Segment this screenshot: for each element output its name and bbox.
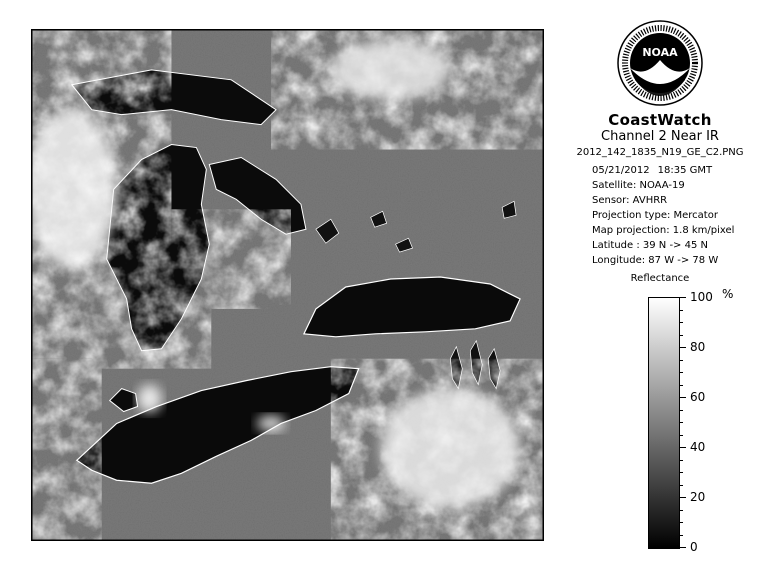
colorbar-tick-label: 100	[690, 290, 713, 304]
colorbar-minor-tick	[680, 372, 683, 373]
longitude-line: Longitude: 87 W -> 78 W	[592, 255, 719, 266]
colorbar-minor-tick	[680, 485, 683, 486]
colorbar-major-tick	[680, 497, 686, 498]
colorbar-major-tick	[680, 547, 686, 548]
projection-type-line: Projection type: Mercator	[592, 210, 718, 221]
channel-label: Channel 2 Near IR	[601, 129, 719, 144]
legend-unit: %	[722, 287, 734, 301]
colorbar-minor-tick	[680, 460, 683, 461]
satellite-map[interactable]	[31, 29, 544, 541]
colorbar-minor-tick	[680, 385, 683, 386]
colorbar-minor-tick	[680, 472, 683, 473]
sensor-line: Sensor: AVHRR	[592, 195, 668, 206]
colorbar-minor-tick	[680, 335, 683, 336]
colorbar-tick-label: 0	[690, 540, 698, 554]
satellite-map-image	[32, 30, 543, 540]
colorbar-minor-tick	[680, 435, 683, 436]
colorbar-major-tick	[680, 347, 686, 348]
datetime-line	[592, 165, 712, 176]
colorbar-minor-tick	[680, 535, 683, 536]
latitude-line: Latitude : 39 N -> 45 N	[592, 240, 708, 251]
filename-label: 2012_142_1835_N19_GE_C2.PNG	[576, 147, 744, 158]
colorbar-minor-tick	[680, 322, 683, 323]
colorbar-tick-label: 80	[690, 340, 706, 354]
colorbar-axis	[680, 290, 740, 554]
colorbar-tick-label: 60	[690, 390, 706, 404]
colorbar-tick-label: 20	[690, 490, 706, 504]
colorbar-tick-label: 40	[690, 440, 706, 454]
colorbar-minor-tick	[680, 360, 683, 361]
colorbar-major-tick	[680, 297, 686, 298]
legend-title: Reflectance	[630, 273, 690, 284]
colorbar-major-tick	[680, 447, 686, 448]
colorbar-minor-tick	[680, 510, 683, 511]
product-title: CoastWatch	[608, 111, 712, 129]
satellite-line: Satellite: NOAA-19	[592, 180, 685, 191]
colorbar-minor-tick	[680, 422, 683, 423]
time-value: 18:35 GMT	[657, 165, 713, 176]
noaa-logo-icon	[617, 20, 703, 106]
logo-text: NOAA	[642, 46, 678, 59]
colorbar-minor-tick	[680, 310, 683, 311]
colorbar-minor-tick	[680, 522, 683, 523]
map-projection-line: Map projection: 1.8 km/pixel	[592, 225, 735, 236]
colorbar-minor-tick	[680, 410, 683, 411]
date-value: 05/21/2012	[592, 165, 650, 176]
reflectance-colorbar	[648, 297, 680, 549]
colorbar-major-tick	[680, 397, 686, 398]
